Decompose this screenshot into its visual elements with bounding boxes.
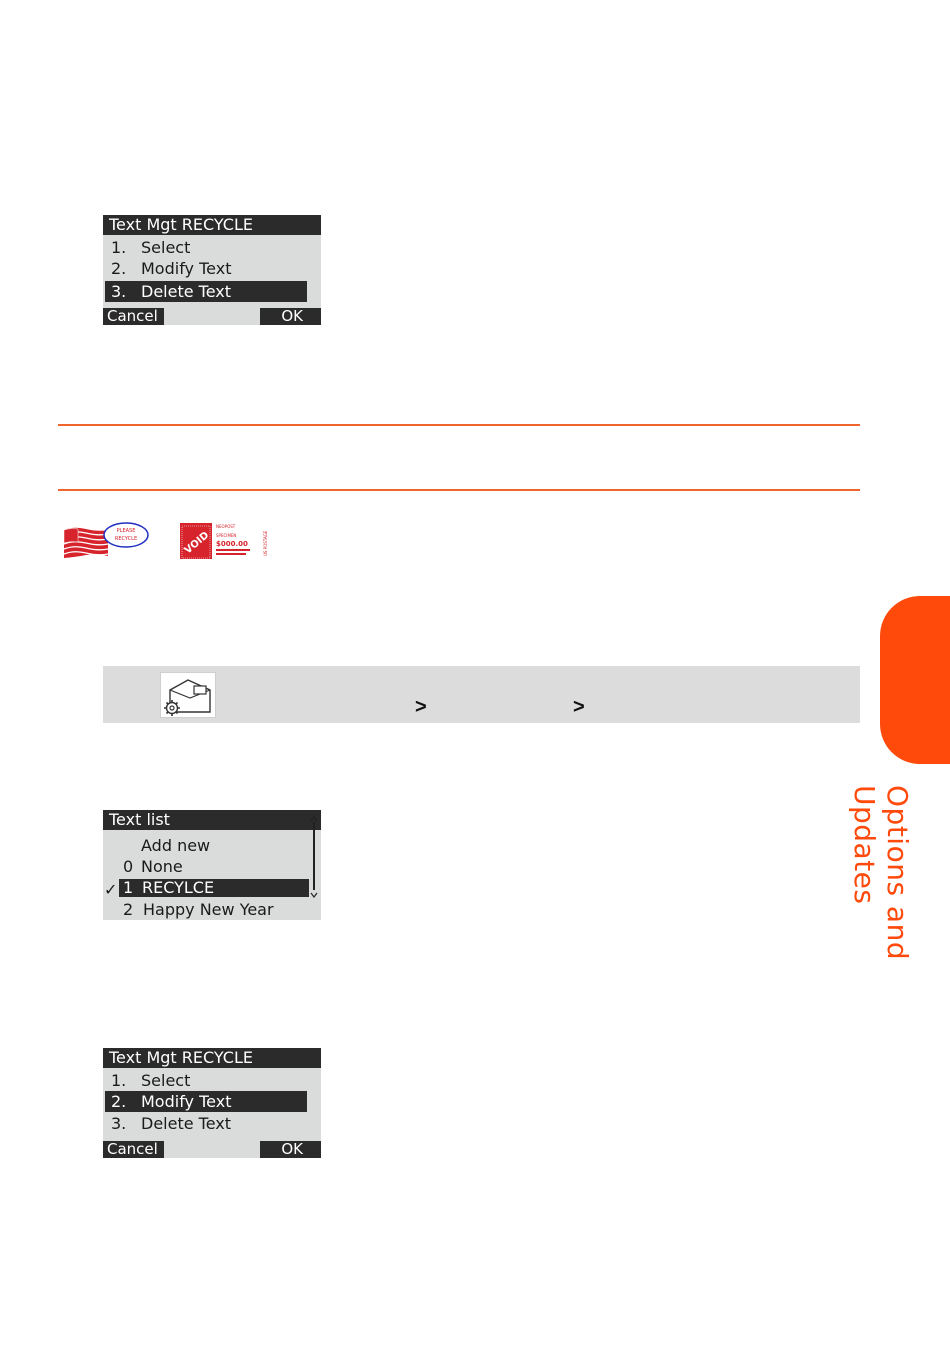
menu-item-number: 3.: [111, 282, 127, 301]
lcd-title: Text Mgt RECYCLE: [103, 1048, 321, 1068]
menu-item-number: 3.: [111, 1114, 127, 1133]
menu-item-label: Modify Text: [141, 1092, 232, 1111]
lcd-title: Text Mgt RECYCLE: [103, 215, 321, 235]
ok-button[interactable]: OK: [260, 1141, 321, 1158]
lcd-screen-text-mgt-modify: [103, 1048, 321, 1158]
list-item-label: Add new: [141, 836, 211, 855]
menu-item-label: Delete Text: [141, 1114, 232, 1133]
menu-item-label: Modify Text: [141, 259, 232, 278]
cancel-button[interactable]: Cancel: [103, 1141, 164, 1158]
void-text: VOID: [182, 529, 212, 557]
void-indicia: [180, 523, 212, 559]
recycle-badge: [104, 523, 148, 547]
menu-item-delete-text[interactable]: [105, 1113, 309, 1134]
list-item-add-new[interactable]: [105, 835, 309, 856]
lcd-title: Text list: [103, 810, 321, 830]
menu-item-number: 2.: [111, 259, 127, 278]
menu-item-label: Select: [141, 1071, 191, 1090]
badge-line2: RECYCLE: [114, 536, 138, 542]
menu-item-label: Select: [141, 238, 191, 257]
us-postage-text: US POSTAGE: [263, 530, 268, 556]
neopost-text: NEOPOST: [216, 524, 236, 529]
menu-item-modify-text[interactable]: [105, 1091, 307, 1112]
cancel-button[interactable]: Cancel: [103, 308, 164, 325]
lcd-screen-text-mgt-delete: [103, 215, 321, 325]
list-item-happy-new-year[interactable]: [105, 899, 309, 920]
menu-item-number: 2.: [111, 1092, 127, 1111]
menu-item-select[interactable]: [105, 1070, 309, 1091]
side-tab: [880, 596, 950, 764]
list-item-none[interactable]: [105, 856, 309, 877]
list-item-number: 1: [123, 878, 134, 897]
side-tab-label: Options and Updates: [848, 785, 914, 961]
postage-stamp-illustration: [62, 518, 277, 564]
badge-line1: PLEASE: [116, 528, 136, 534]
checkmark-icon: ✓: [104, 880, 118, 899]
list-item-label: None: [141, 857, 183, 876]
list-item-label: RECYLCE: [142, 878, 215, 897]
section-rule-top: [58, 424, 860, 426]
lcd-screen-text-list: [103, 810, 321, 920]
breadcrumb-separator: >: [573, 696, 585, 718]
envelope-gear-icon: [160, 672, 216, 718]
menu-item-number: 1.: [111, 1071, 127, 1090]
list-item-number: 2: [123, 900, 134, 919]
amount-text: $000.00: [216, 540, 248, 548]
menu-item-label: Delete Text: [141, 282, 232, 301]
ok-button[interactable]: OK: [260, 308, 321, 325]
menu-item-number: 1.: [111, 238, 127, 257]
list-item-label: Happy New Year: [143, 900, 274, 919]
scrollbar[interactable]: [309, 816, 319, 898]
us-flag-icon: [64, 528, 108, 558]
breadcrumb-separator: >: [415, 696, 427, 718]
menu-item-delete-text[interactable]: [105, 281, 307, 302]
list-item-number: 0: [123, 857, 134, 876]
menu-item-modify-text[interactable]: [105, 258, 309, 279]
section-rule-bottom: [58, 489, 860, 491]
navigation-path-bar: [103, 666, 860, 723]
list-item-recylce[interactable]: [103, 879, 311, 900]
specimen-text: SPECIMEN: [216, 533, 237, 538]
menu-item-select[interactable]: [105, 237, 309, 258]
